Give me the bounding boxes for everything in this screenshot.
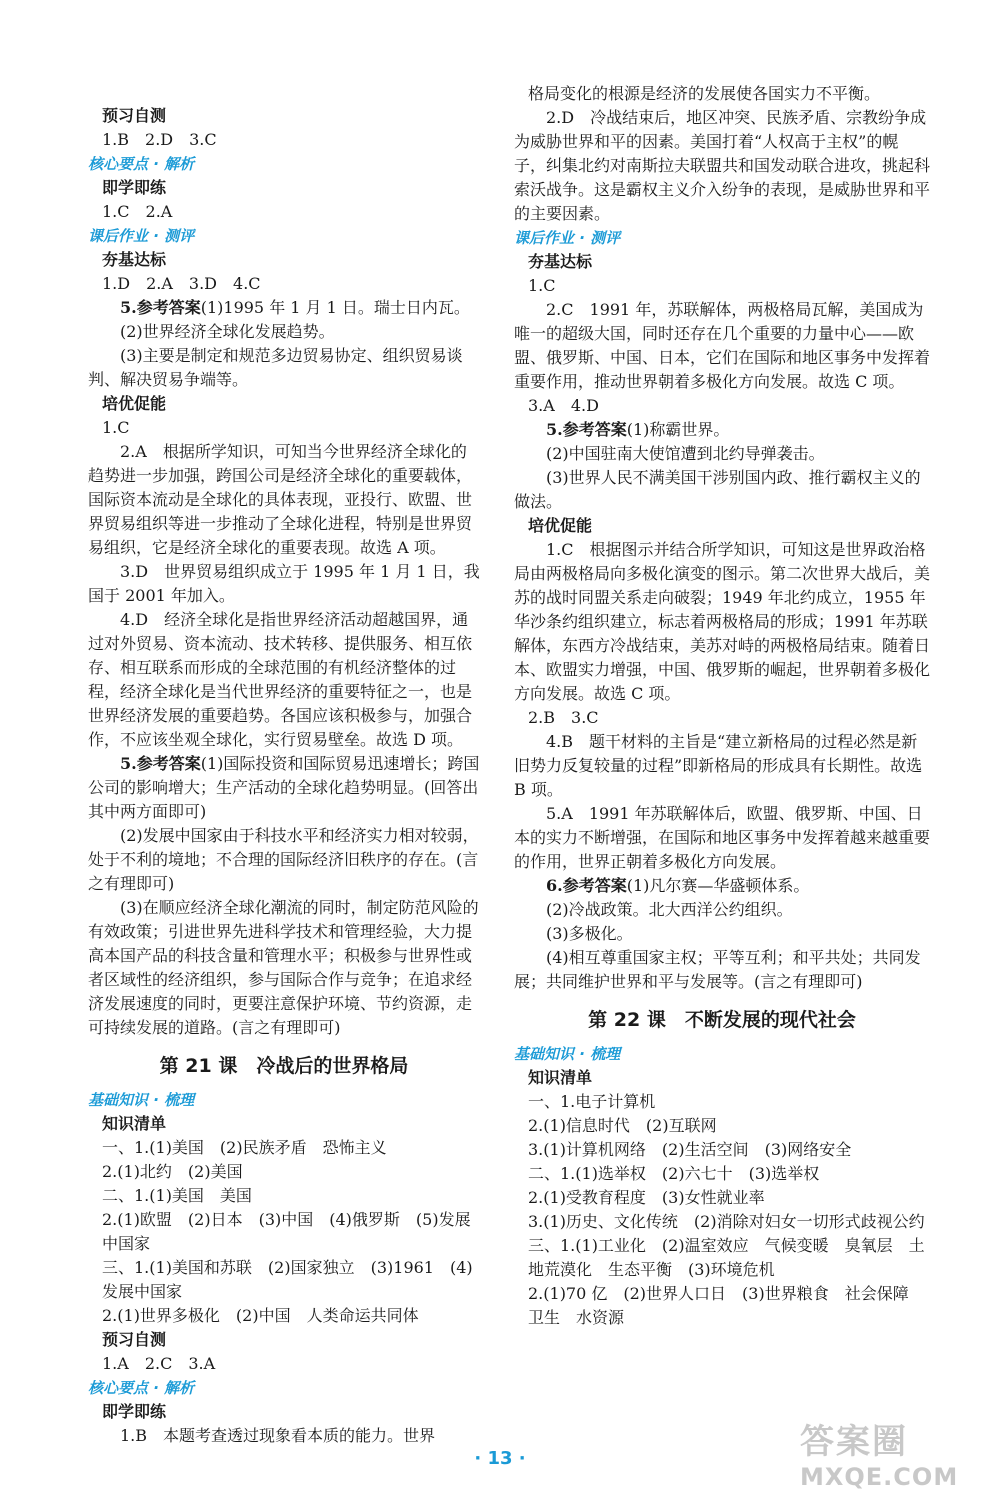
answer-paragraph: (2)发展中国家由于科技水平和经济实力相对较弱，处于不利的境地；不合理的国际经济旧秩序的存在。(言之有理即可) [88,826,479,893]
answer-line: 2.(1)欧盟 (2)日本 (3)中国 (4)俄罗斯 (5)发展中国家 [102,1210,471,1253]
answer-paragraph [88,296,480,320]
answer-line: 三、1.(1)美国和苏联 (2)国家独立 (3)1961 (4)发展中国家 [102,1258,473,1301]
left-column [88,104,480,1448]
answer-paragraph [514,874,930,898]
answer-line: 二、1.(1)美国 美国 [102,1186,252,1205]
lesson-title: 第 21 课 冷战后的世界格局 [159,1055,409,1077]
watermark-top: 答案圈 [800,1422,908,1462]
answer-line: 3.A 4.D [528,396,599,415]
answer-line: 2.(1)受教育程度 (3)女性就业率 [528,1188,765,1207]
answer-paragraph: 3.D 世界贸易组织成立于 1995 年 1 月 1 日，我国于 2001 年加入。 [88,562,480,605]
answer-line: 格局变化的根源是经济的发展使各国实力不平衡。 [528,84,881,103]
answer-paragraph: (2)世界经济全球化发展趋势。 [120,322,335,341]
answer-paragraph: 4.D 经济全球化是指世界经济活动超越国界，通过对外贸易、资本流动、技术转移、提供服务、相互依存、相互联系而形成的全球范围的有机经济整体的过程，经济全球化是当代世界经济的重要特征之一，也是世界经济发展的重要趋势。各国应该积极参与，加强合作，不应该坐观全球化，实行贸易壁垒。故选 D 项。 [88,610,473,749]
answer-paragraph: 2.A 根据所学知识，可知当今世界经济全球化的趋势进一步加强，跨国公司是经济全球化的重要载体，国际资本流动是全球化的具体表现，亚投行、欧盟、世界贸易组织等进一步推动了全球化进程，特别是世界贸易组织，它是经济全球化的重要表现。故选 A 项。 [88,442,473,557]
answer-line: 1.A 2.C 3.A [102,1354,216,1373]
lesson-title: 第 22 课 不断发展的现代社会 [588,1009,856,1031]
watermark-bottom: MXQE.COM [800,1463,959,1491]
answer-paragraph: 4.B 题干材料的主旨是“建立新格局的过程必然是新旧势力反复较量的过程”即新格局的形成具有长期性。故选 B 项。 [514,732,923,799]
answer-text: (1)国际投资和国际贸易迅速增长；跨国公司的影响增大；生产活动的全球化趋势明显。(回答出其中两方面即可) [88,754,480,821]
answer-line: 3.(1)计算机网络 (2)生活空间 (3)网络安全 [528,1140,852,1159]
section-tag: 基础知识 · 梳理 [514,1045,621,1063]
section-tag: 基础知识 · 梳理 [88,1091,195,1109]
section-heading: 知识清单 [528,1068,593,1087]
section-tag: 课后作业 · 测评 [88,227,195,245]
section-heading: 培优促能 [528,516,593,535]
answer-text: (1)1995 年 1 月 1 日。瑞士日内瓦。 [200,298,470,317]
answer-key-label: 5.参考答案 [120,754,201,773]
answer-line: 2.(1)北约 (2)美国 [102,1162,243,1181]
section-heading: 即学即练 [102,178,167,197]
answer-line: 三、1.(1)工业化 (2)温室效应 气候变暖 臭氧层 土地荒漠化 生态平衡 (3)环境危机 [528,1236,925,1279]
right-column [514,82,930,1330]
answer-paragraph: 2.C 1991 年，苏联解体，两极格局瓦解，美国成为唯一的超级大国，同时还存在几个重要的力量中心——欧盟、俄罗斯、中国、日本，它们在国际和地区事务中发挥着重要作用，推动世界朝着多极化方向发展。故选 C 项。 [514,300,931,391]
section-heading: 培优促能 [102,394,167,413]
answer-key-label: 6.参考答案 [546,876,627,895]
answer-paragraph: (2)冷战政策。北大西洋公约组织。 [546,900,793,919]
answer-paragraph [88,752,480,824]
watermark-logo [800,1414,990,1490]
answer-line: 3.(1)历史、文化传统 (2)消除对妇女一切形式歧视公约 [528,1212,925,1231]
answer-key-label: 5.参考答案 [120,298,201,317]
answer-line: 1.B 2.D 3.C [102,130,217,149]
section-heading: 预习自测 [102,1330,167,1349]
section-heading: 知识清单 [102,1114,167,1133]
answer-key-label: 5.参考答案 [546,420,627,439]
answer-paragraph: 1.C 根据图示并结合所学知识，可知这是世界政治格局由两极格局向多极化演变的图示。第二次世界大战后，美苏的战时同盟关系走向破裂；1949 年北约成立，1955 年华沙条约组织建立，标志着两极格局的形成；1991 年苏联解体，东西方冷战结束，美苏对峙的两极格局结束。随着日本、欧盟实力增强，中国、俄罗斯的崛起，世界朝着多极化方向发展。故选 C 项。 [514,540,931,703]
answer-paragraph: 2.D 冷战结束后，地区冲突、民族矛盾、宗教纷争成为威胁世界和平的因素。美国打着“人权高于主权”的幌子，纠集北约对南斯拉夫联盟共和国发动联合进攻，挑起科索沃战争。这是霸权主义介入纷争的表现，是威胁世界和平的主要因素。 [514,108,931,223]
answer-line: 二、1.(1)选举权 (2)六七十 (3)选举权 [528,1164,820,1183]
section-tag: 核心要点 · 解析 [88,1379,195,1397]
answer-line: 2.(1)信息时代 (2)互联网 [528,1116,717,1135]
answer-line: 一、1.电子计算机 [528,1092,656,1111]
answer-line: 1.C [102,418,130,437]
answer-paragraph: 1.B 本题考查透过现象看本质的能力。世界 [120,1426,436,1445]
answer-line: 1.C 2.A [102,202,173,221]
section-tag: 核心要点 · 解析 [88,155,195,173]
answer-line: 2.B 3.C [528,708,599,727]
answer-paragraph: (3)多极化。 [546,924,633,943]
section-heading: 即学即练 [102,1402,167,1421]
answer-paragraph [514,418,930,442]
answer-paragraph: (3)在顺应经济全球化潮流的同时，制定防范风险的有效政策；引进世界先进科学技术和管理经验，大力提高本国产品的科技含量和管理水平；积极参与世界性或者区域性的经济组织，参与国际合作与竞争；在追求经济发展速度的同时，更要注意保护环境、节约资源，走可持续发展的道路。(言之有理即可) [88,898,479,1037]
answer-line: 1.C [528,276,556,295]
answer-text: (1)称霸世界。 [626,420,730,439]
answer-paragraph: (4)相互尊重国家主权；平等互利；和平共处；共同发展；共同维护世界和平与发展等。(言之有理即可) [514,948,921,991]
answer-line: 2.(1)70 亿 (2)世界人口日 (3)世界粮食 社会保障 卫生 水资源 [528,1284,925,1327]
answer-paragraph: (3)世界人民不满美国干涉别国内政、推行霸权主义的做法。 [514,468,921,511]
section-heading: 预习自测 [102,106,167,125]
answer-paragraph: 5.A 1991 年苏联解体后，欧盟、俄罗斯、中国、日本的实力不断增强，在国际和地区事务中发挥着越来越重要的作用，世界正朝着多极化方向发展。 [514,804,931,871]
section-tag: 课后作业 · 测评 [514,229,621,247]
page-number: · 13 · [474,1448,526,1469]
answer-text: (1)凡尔赛—华盛顿体系。 [626,876,810,895]
section-heading: 夯基达标 [102,250,167,269]
answer-paragraph: (3)主要是制定和规范多边贸易协定、组织贸易谈判、解决贸易争端等。 [88,346,463,389]
section-heading: 夯基达标 [528,252,593,271]
answer-line: 2.(1)世界多极化 (2)中国 人类命运共同体 [102,1306,419,1325]
answer-line: 1.D 2.A 3.D 4.C [102,274,261,293]
answer-line: 一、1.(1)美国 (2)民族矛盾 恐怖主义 [102,1138,387,1157]
answer-paragraph: (2)中国驻南大使馆遭到北约导弹袭击。 [546,444,825,463]
